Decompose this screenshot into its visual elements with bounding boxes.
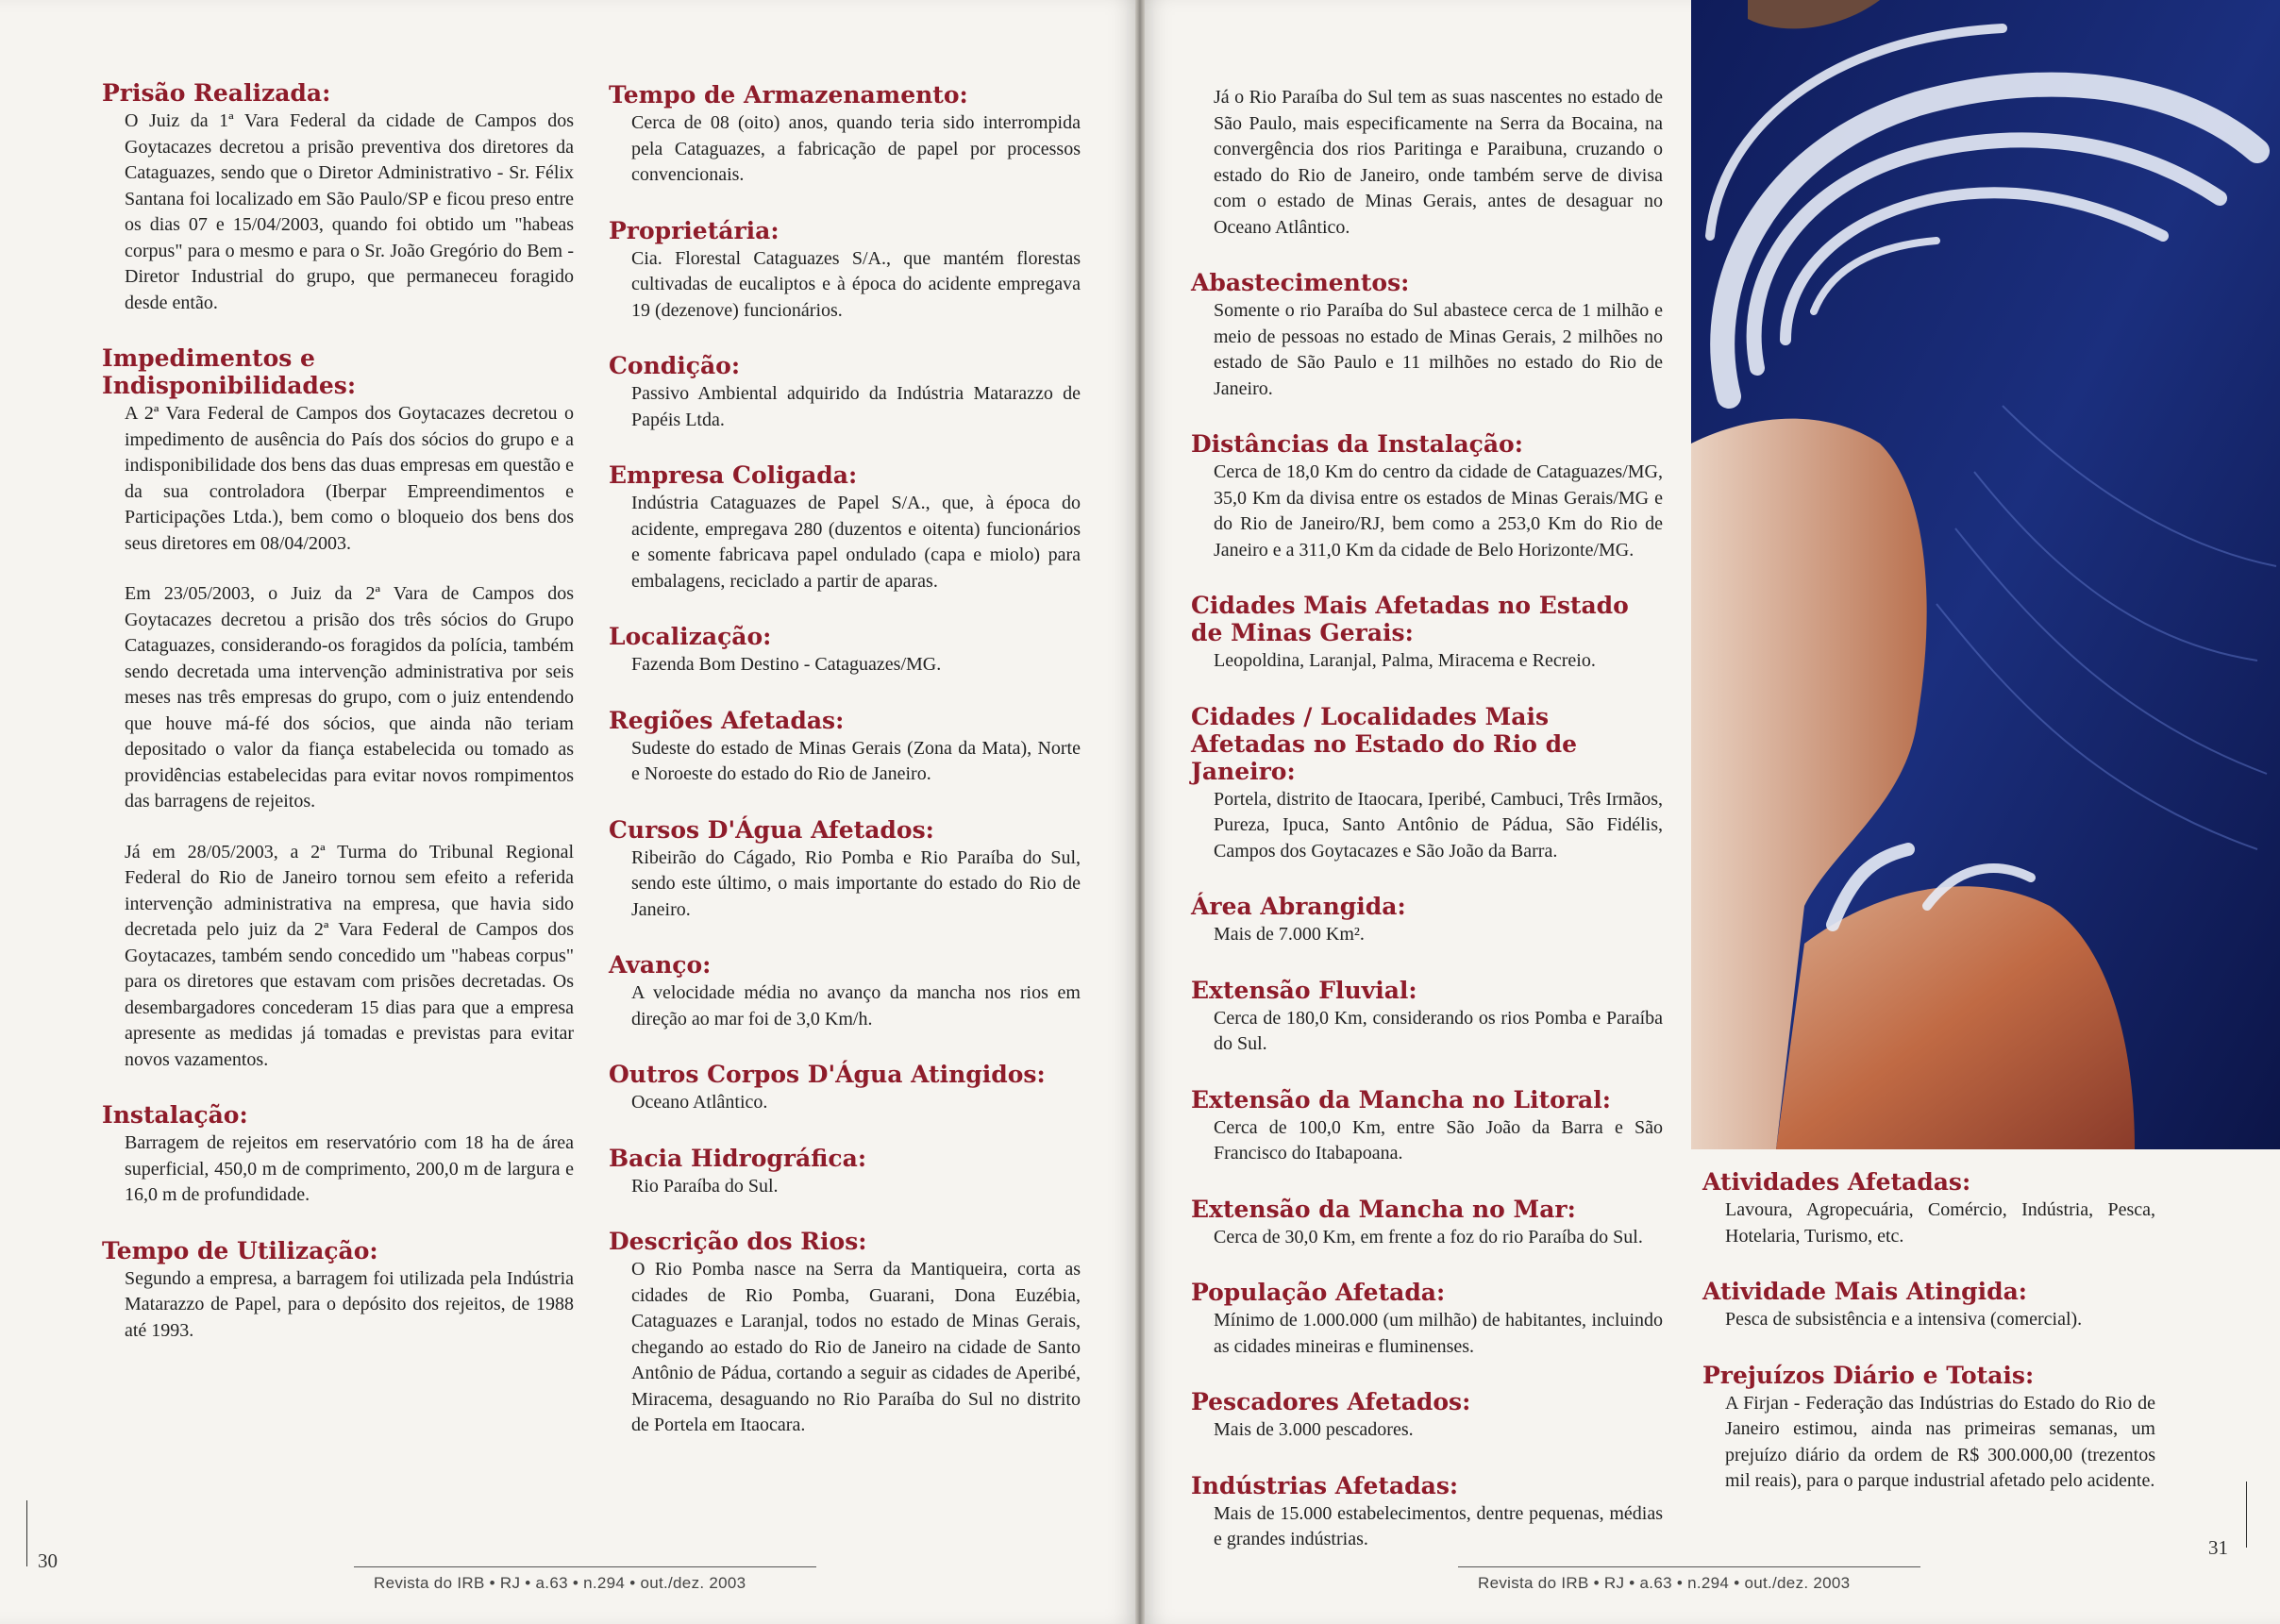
section-heading: Avanço:	[609, 951, 712, 979]
section-body: Barragem de rejeitos em reservatório com 18 ha de área superficial, 450,0 m de comprimento, 200,0 m de largura e 16,0 m de profundidade.	[125, 1132, 574, 1205]
section-heading: Impedimentos e Indisponibilidades:	[102, 344, 357, 399]
section-heading: População Afetada:	[1191, 1279, 1446, 1306]
section-distancias	[1191, 430, 1663, 563]
section-heading: Condição:	[609, 352, 741, 379]
section-body: Leopoldina, Laranjal, Palma, Miracema e Recreio.	[1214, 650, 1596, 671]
river-rocks-photo	[1691, 0, 2280, 1149]
section-heading: Distâncias da Instalação:	[1191, 430, 1523, 458]
section-heading: Empresa Coligada:	[609, 461, 858, 489]
section-cidades-rj	[1191, 703, 1663, 865]
section-heading: Tempo de Armazenamento:	[609, 81, 968, 109]
section-outros-corpos	[609, 1061, 1081, 1116]
intro-paragraph: Já o Rio Paraíba do Sul tem as suas nascentes no estado de São Paulo, mais especificamente na Serra da Bocaina, na convergência dos rios Paritinga e Paraibuna, cruzando o estado do Rio de Janeiro, onde também serve de divisa com o estado de Minas Gerais, antes de desaguar no Oceano Atlântico.	[1214, 87, 1663, 238]
section-heading: Cidades Mais Afetadas no Estado de Minas Gerais:	[1191, 592, 1629, 646]
section-body: Rio Paraíba do Sul.	[631, 1175, 779, 1197]
section-body: Segundo a empresa, a barragem foi utilizada pela Indústria Matarazzo de Papel, para o depósito dos rejeitos, de 1988 até 1993.	[125, 1267, 574, 1341]
section-empresa-coligada	[609, 461, 1081, 594]
section-heading: Bacia Hidrográfica:	[609, 1144, 867, 1172]
page-number-right: 31	[2208, 1536, 2228, 1559]
section-heading: Outros Corpos D'Água Atingidos:	[609, 1061, 1046, 1088]
section-heading: Localização:	[609, 623, 772, 650]
section-body: Sudeste do estado de Minas Gerais (Zona da Mata), Norte e Noroeste do estado do Rio de Janeiro.	[631, 737, 1081, 784]
section-cursos-dagua	[609, 816, 1081, 924]
section-body: Passivo Ambiental adquirido da Indústria Matarazzo de Papéis Ltda.	[631, 383, 1081, 430]
section-heading: Tempo de Utilização:	[102, 1236, 378, 1264]
section-body: Cerca de 180,0 Km, considerando os rios Pomba e Paraíba do Sul.	[1214, 1007, 1663, 1054]
section-intro	[1191, 85, 1663, 241]
section-heading: Cursos D'Água Afetados:	[609, 815, 934, 844]
section-body: Portela, distrito de Itaocara, Iperibé, Cambuci, Três Irmãos, Pureza, Ipuca, Santo Antônio de Pádua, São Fidélis, Campos dos Goytacazes e São João da Barra.	[1214, 788, 1663, 862]
section-abastecimentos	[1191, 269, 1663, 402]
section-prejuizos	[1702, 1362, 2155, 1495]
column-2	[609, 81, 1081, 1467]
section-body: A velocidade média no avanço da mancha nos rios em direção ao mar foi de 3,0 Km/h.	[631, 982, 1081, 1030]
section-prisao	[102, 79, 574, 316]
section-tempo-utilizacao	[102, 1237, 574, 1345]
section-extensao-fluvial	[1191, 977, 1663, 1058]
section-body: A Firjan - Federação das Indústrias do Estado do Rio de Janeiro estimou, ainda nas primeiras semanas, um prejuízo diário da ordem de R$ 300.000,00 (trezentos mil reais), para o parque industrial afetado pelo acidente.	[1725, 1392, 2155, 1491]
section-pescadores	[1191, 1388, 1663, 1444]
section-body: Mínimo de 1.000.000 (um milhão) de habitantes, incluindo as cidades mineiras e fluminenses.	[1214, 1310, 1663, 1357]
section-heading: Extensão Fluvial:	[1191, 976, 1417, 1004]
section-body: O Rio Pomba nasce na Serra da Mantiqueira, corta as cidades de Rio Pomba, Guarani, Dona Euzébia, Cataguazes e Laranjal, todos no estado de Minas Gerais, chegando ao estado do Rio de Janeiro na cidade de Santo Antônio de Pádua, cortando a seguir as cidades de Aperibé, Miracema, desaguando no Rio Paraíba do Sul no distrito de Portela em Itaocara.	[631, 1259, 1081, 1435]
section-body: Lavoura, Agropecuária, Comércio, Indústria, Pesca, Hotelaria, Turismo, etc.	[1725, 1199, 2155, 1247]
section-impedimentos	[102, 344, 574, 1073]
section-heading: Abastecimentos:	[1191, 269, 1410, 296]
section-body: A 2ª Vara Federal de Campos dos Goytacazes decretou o impedimento de ausência do País dos sócios do grupo e a indisponibilidade dos bens das duas empresas em questão e da sua controladora (Iberpar Empreendimentos e Participações Ltda.), bem como o bloqueio dos bens dos seus diretores em 08/04/2003.	[125, 403, 574, 554]
section-body: Ribeirão do Cágado, Rio Pomba e Rio Paraíba do Sul, sendo este último, o mais importante do estado do Rio de Janeiro.	[631, 846, 1081, 920]
section-paragraph: Em 23/05/2003, o Juiz da 2ª Vara de Campos dos Goytacazes decretou a prisão dos três sócios do Grupo Cataguazes, considerando-os foragidos da polícia, também sendo decretada uma intervenção administrativa por seis meses nas três empresas do grupo, com o juiz entendendo que houve má-fé dos sócios, que ainda não teriam depositado o valor da fiança estabelecida ou tomado as providências estabelecidas para evitar novos rompimentos das barragens de rejeitos.	[125, 583, 574, 812]
section-heading: Área Abrangida:	[1191, 893, 1406, 920]
column-4	[1702, 1168, 2155, 1523]
section-localizacao	[609, 623, 1081, 678]
section-body: Somente o rio Paraíba do Sul abastece cerca de 1 milhão e meio de pessoas no estado de Minas Gerais, 2 milhões no estado de São Paulo e 11 milhões no estado do Rio de Janeiro.	[1214, 300, 1663, 399]
section-heading: Descrição dos Rios:	[609, 1228, 867, 1255]
section-heading: Instalação:	[102, 1101, 248, 1129]
section-body: Mais de 15.000 estabelecimentos, dentre pequenas, médias e grandes indústrias.	[1214, 1502, 1663, 1549]
section-cidades-mg	[1191, 592, 1663, 675]
section-paragraph: Já em 28/05/2003, a 2ª Turma do Tribunal Regional Federal do Rio de Janeiro tornou sem efeito a referida intervenção administrativa na empresa, que havia sido decretada pelo juiz da 2ª Vara Federal de Campos dos Goytacazes, também sendo concedido um "habeas corpus" para os diretores que estavam com prisões decretadas. Os desembargadores concederam 15 dias para que a empresa apresente as medidas já tomadas e previstas para evitar novos vazamentos.	[125, 841, 574, 1070]
section-body: Oceano Atlântico.	[631, 1092, 768, 1113]
section-heading: Proprietária:	[609, 216, 780, 244]
section-atividades	[1702, 1168, 2155, 1249]
section-area	[1191, 893, 1663, 948]
section-avanco	[609, 951, 1081, 1032]
book-gutter	[1135, 0, 1145, 1624]
section-body: Pesca de subsistência e a intensiva (comercial).	[1725, 1309, 2083, 1330]
footer-rule-right	[1458, 1566, 1920, 1567]
section-descricao-rios	[609, 1228, 1081, 1439]
footer-left: Revista do IRB • RJ • a.63 • n.294 • out./dez. 2003	[374, 1574, 746, 1592]
section-populacao	[1191, 1279, 1663, 1360]
column-1	[102, 79, 574, 1372]
section-heading: Regiões Afetadas:	[609, 706, 845, 734]
crop-mark-left	[26, 1500, 27, 1566]
section-heading: Atividades Afetadas:	[1702, 1168, 1971, 1196]
section-condicao	[609, 352, 1081, 433]
column-3	[1191, 85, 1663, 1582]
crop-mark-right	[2246, 1482, 2247, 1548]
section-body: Fazenda Bom Destino - Cataguazes/MG.	[631, 654, 942, 675]
footer-rule-left	[354, 1566, 816, 1567]
section-heading: Pescadores Afetados:	[1191, 1388, 1471, 1415]
section-body: Indústria Cataguazes de Papel S/A., que, à época do acidente, empregava 280 (duzentos e oitenta) funcionários e somente fabricava papel ondulado (capa e miolo) para embalagens, reciclado a partir de aparas.	[631, 493, 1081, 592]
section-body: Cerca de 30,0 Km, em frente a foz do rio Paraíba do Sul.	[1214, 1226, 1643, 1247]
section-heading: Prejuízos Diário e Totais:	[1702, 1361, 2035, 1389]
section-heading: Extensão da Mancha no Mar:	[1191, 1195, 1576, 1223]
section-body: Cerca de 18,0 Km do centro da cidade de Cataguazes/MG, 35,0 Km da divisa entre os estados de Minas Gerais/MG e do Rio de Janeiro/RJ, bem como a 253,0 Km do Rio de Janeiro e a 311,0 Km da cidade de Belo Horizonte/MG.	[1214, 461, 1663, 561]
section-mancha-litoral	[1191, 1086, 1663, 1167]
section-bacia	[609, 1145, 1081, 1200]
section-instalacao	[102, 1101, 574, 1209]
section-mancha-mar	[1191, 1196, 1663, 1251]
section-body: Cia. Florestal Cataguazes S/A., que mantém florestas cultivadas de eucaliptos e à época do acidente empregava 19 (dezenove) funcionários.	[631, 247, 1081, 321]
section-body: O Juiz da 1ª Vara Federal da cidade de Campos dos Goytacazes decretou a prisão preventiva dos diretores da Cataguazes, sendo que o Diretor Administrativo - Sr. Félix Santana foi localizado em São Paulo/SP e ficou preso entre os dias 07 e 15/04/2003, quando foi obtido um "habeas corpus" para o mesmo e para o Sr. João Gregório do Bem - Diretor Industrial do grupo, que permaneceu foragido desde então.	[125, 110, 574, 313]
section-atividade-atingida	[1702, 1278, 2155, 1333]
section-body: Mais de 7.000 Km².	[1214, 924, 1365, 945]
section-heading: Extensão da Mancha no Litoral:	[1191, 1085, 1611, 1113]
page-number-left: 30	[38, 1549, 58, 1572]
section-body: Cerca de 08 (oito) anos, quando teria sido interrompida pela Cataguazes, a fabricação de papel por processos convencionais.	[631, 112, 1081, 185]
section-heading: Prisão Realizada:	[102, 79, 331, 107]
section-proprietaria	[609, 217, 1081, 325]
section-tempo-armazenamento	[609, 81, 1081, 189]
section-body: Cerca de 100,0 Km, entre São João da Barra e São Francisco do Itabapoana.	[1214, 1116, 1663, 1164]
section-heading: Cidades / Localidades Mais Afetadas no Estado do Rio de Janeiro:	[1191, 702, 1578, 785]
section-heading: Atividade Mais Atingida:	[1702, 1278, 2028, 1305]
section-heading: Indústrias Afetadas:	[1191, 1471, 1459, 1499]
section-body: Mais de 3.000 pescadores.	[1214, 1419, 1414, 1440]
section-industrias	[1191, 1472, 1663, 1553]
footer-right: Revista do IRB • RJ • a.63 • n.294 • out./dez. 2003	[1478, 1574, 1851, 1592]
section-regioes	[609, 707, 1081, 788]
